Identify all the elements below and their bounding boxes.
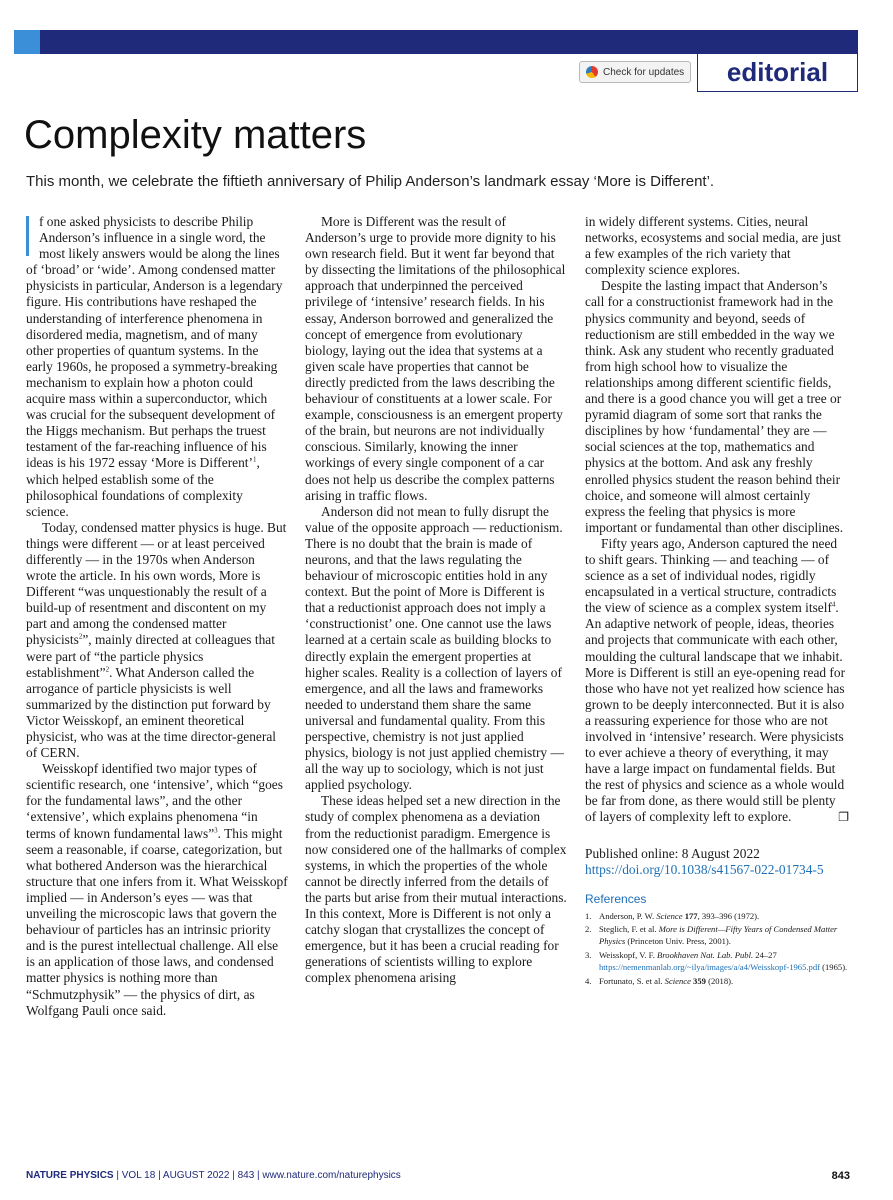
drop-cap-bar	[26, 216, 29, 256]
citation[interactable]: 2	[105, 665, 110, 674]
reference-item: 1. Anderson, P. W. Science 177, 393–396 (1972).	[585, 910, 760, 921]
paragraph: Fifty years ago, Anderson captured the need to shift gears. Thinking — and teaching — of science as a set of individual nodes, rigidly encapsulated in a vertical structure, contradicts the view of science as a complex system itself$^4$. An adaptive network of people, ideas, theories and projects that communicate with each other, moulding the cultural landscape that we inhabit. More is Different is still an eye-opening read for those who have not yet realized how science has grown to be deeply interconnected. But it is also a reassuring experience for those who are not involved in ‘intensive’ research. Were physicists to ever achieve a theory of everything, it may have a large impact on fundamental fields. But the rest of physics and science as a whole would be far from done, as there would still be plenty of layers of complexity left to explore. ❐	[585, 535, 849, 825]
paragraph: More is Different was the result of Anderson’s urge to provide more dignity to his own research field. But it went far beyond that by dissecting the limitations of the philosophical approach that underpinned the perceived privilege of ‘intensive’ research fields. In his essay, Anderson borrowed and generalized the concept of emergence from evolutionary biology, laying out the idea that systems at a given scale have properties that cannot be directly predicted from the laws describing the behaviour of constituents at a lower scale. For example, consciousness is an emergent property of the brain, but neurons are not individually conscious. Similarly, knowing the inner workings of every single component of a car does not help us describe the complex patterns arising in traffic flows.	[305, 214, 566, 503]
published-date: Published online: 8 August 2022	[585, 845, 760, 861]
doi-link[interactable]: https://doi.org/10.1038/s41567-022-01734-5	[585, 862, 824, 878]
reference-link[interactable]: https://nemenmanlab.org/~ilya/images/a/a4/Weisskopf-1965.pdf	[599, 961, 820, 972]
check-for-updates-button[interactable]	[579, 61, 691, 83]
paragraph: These ideas helped set a new direction in the study of complex phenomena as a deviation from the reductionist paradigm. Emergence is now considered one of the hallmarks of complex systems, in which the properties of the whole cannot be directly inferred from the details of the parts but arise from their mutual interactions. In this context, More is Different is not only a catchy slogan that crystallizes the concept of emergence, but it has been a crucial reading for generations of scientists willing to explore complex phenomena arising	[305, 793, 567, 986]
body-column-1	[26, 214, 288, 1019]
article-title: Complexity matters	[24, 113, 367, 157]
reference-list	[585, 911, 849, 988]
page-number: 843	[831, 1170, 850, 1182]
crossmark-icon	[586, 66, 598, 78]
paragraph: f one asked physicists to describe Philip Anderson’s influence in a single word, the most likely answers would be along the lines of ‘broad’ or ‘wide’. Among condensed matter physicists in particular, Anderson is a legendary figure. His contributions have reshaped the understanding of interference phenomena in disordered media, magnetism, and of many other properties of quantum systems. In the early 1960s, he proposed a symmetry-breaking mechanism to explain how a photon could acquire mass within a superconductor, which was crucial for the subsequent development of the Higgs mechanism. But perhaps the truest testament of the far-reaching influence of his ideas is his 1972 essay ‘More is Different’$^1$, which helped establish some of the philosophical foundations of complexity science.	[26, 214, 283, 519]
page-footer	[26, 1170, 850, 1181]
body-column-3	[585, 214, 849, 989]
reference-item: 3. Weisskopf, V. F. Brookhaven Nat. Lab. Publ. 24–27 https://nemenmanlab.org/~ilya/images/a/a4/Weisskopf-1965.pdf (1965).	[585, 950, 848, 972]
paragraph: Despite the lasting impact that Anderson’s call for a constructionist framework had in the physics community and beyond, seeds of reductionism are still embedded in the way we think. Ask any student who recently graduated from high school how to visualize the relationships among different scientific fields, and there is a good chance you will get a tree or pyramid diagram of some sort that ranks the disciplines by how ‘fundamental’ they are — social sciences at the top, mathematics and physics at the bottom. And ask any freshly enrolled physics student the reason behind their choice, and someone will almost certainly express the feeling that physics is more important or fundamental than other disciplines.	[585, 278, 844, 535]
paragraph: Weisskopf identified two major types of scientific research, one ‘intensive’, which “goes for the fundamental laws”, and the other ‘extensive’, which explains phenomena “in terms of known fundamental laws”$^3$. This might seem a reasonable, if coarse, categorization, but what bothered Anderson was the hierarchical structure that one infers from it. What Weisskopf implied — in Anderson’s eyes — was that unveiling the microscopic laws that govern the behaviour of particles has an intrinsic priority and is the purest intellectual challenge. All else is an application of those laws, and condensed matter physics is nothing more than “Schmutzphysik” — the physics of dirt, as Wolfgang Pauli once said.	[26, 761, 288, 1018]
citation[interactable]: 3	[214, 826, 218, 835]
header-bar	[14, 30, 858, 54]
check-for-updates-label: Check for updates	[603, 66, 685, 78]
footer-info: | VOL 18 | AUGUST 2022 | 843 | www.nature.com/naturephysics	[113, 1170, 401, 1181]
section-label: editorial	[697, 54, 858, 92]
journal-name: NATURE PHYSICS	[26, 1170, 114, 1181]
citation[interactable]: 1	[252, 455, 257, 464]
body-column-2	[305, 214, 567, 987]
header-accent	[14, 30, 40, 54]
end-mark-icon: ❐	[838, 810, 849, 825]
citation[interactable]: 4	[831, 600, 836, 609]
publication-info	[585, 846, 849, 879]
reference-item: 2. Steglich, F. et al. More is Different—Fifty Years of Condensed Matter Physics (Princeton Univ. Press, 2001).	[585, 924, 838, 947]
reference-item: 4. Fortunato, S. et al. Science 359 (2018).	[585, 975, 734, 986]
standfirst: This month, we celebrate the fiftieth anniversary of Philip Anderson’s landmark essay ‘More is Different’.	[26, 173, 715, 190]
citation[interactable]: 2	[78, 632, 83, 641]
paragraph: Anderson did not mean to fully disrupt the value of the opposite approach — reductionism. There is no doubt that the brain is made of neurons, and that the laws regulating the behaviour of microscopic entities hold in any context. But the point of More is Different is that a reductionist approach does not imply a ‘constructionist’ one. One cannot use the laws learned at a certain scale as building blocks to directly explain the emergent properties at higher scales. Reality is a collection of layers of emergence, and all the laws and frameworks needed to understand them share the same universal and fundamental quality. From this perspective, chemistry is not just applied physics, biology is not just applied chemistry — all the way up to sociology, which is not just applied psychology.	[305, 503, 564, 793]
paragraph: in widely different systems. Cities, neural networks, ecosystems and social media, are just a few examples of the rich variety that complexity science explores.	[585, 214, 841, 278]
paragraph: Today, condensed matter physics is huge. But things were different — or at least perceived differently — in the 1970s when Anderson wrote the article. In his own words, More is Different “was unquestionably the result of a build-up of resentment and discontent on my part and among the condensed matter physicists$^2$”, mainly directed at colleagues that were part of “the particle physics establishment”$^2$. What Anderson called the arrogance of particle physicists is well summarized by the distinction put forward by Victor Weisskopf, an eminent theoretical physicist, who was at the time director-general of CERN.	[26, 519, 287, 761]
references-heading: References	[585, 891, 647, 906]
